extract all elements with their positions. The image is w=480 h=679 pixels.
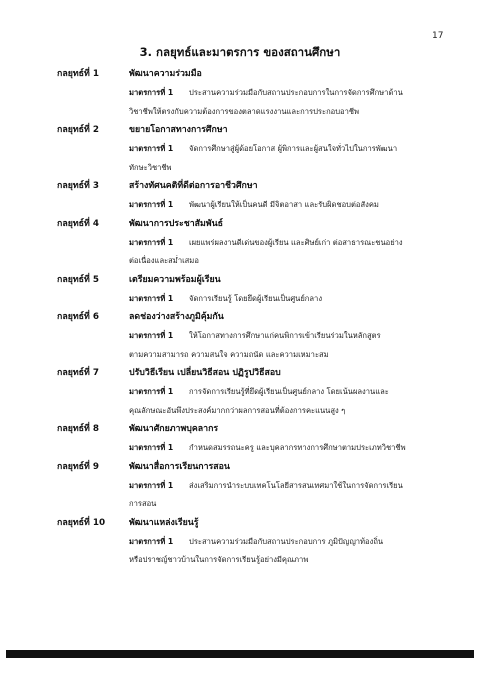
strategy-title: พัฒนาศักยภาพบุคลากร (129, 424, 219, 434)
measure-label: มาตรการที่ 1 (129, 144, 174, 153)
strategy-title: ปรับวิธีเรียน เปลี่ยนวิธีสอน ปฏิรูปวิธีสอบ (129, 368, 281, 378)
strategy-label: กลยุทธ์ที่ 1 (57, 69, 100, 79)
strategy-block (57, 364, 447, 420)
measure (129, 234, 447, 271)
strategy-heading (57, 65, 447, 84)
strategy-title: พัฒนาแหล่งเรียนรู้ (129, 517, 199, 528)
measure-continuation: ต่อเนื่องและสม่ำเสมอ (129, 256, 199, 265)
strategy-heading (57, 271, 447, 290)
strategy-block (57, 215, 447, 271)
measure-label: มาตรการที่ 1 (129, 88, 174, 97)
strategy-block (57, 514, 447, 570)
strategy-title: สร้างทัศนคติที่ดีต่อการอาชีวศึกษา (129, 181, 258, 191)
measure-text: การจัดการเรียนรู้ที่ยึดผู้เรียนเป็นศูนย์กลาง โดยเน้นผลงานและ (189, 387, 389, 396)
measure (129, 196, 447, 215)
measure-text: เผยแพร่ผลงานดีเด่นของผู้เรียน และศิษย์เก่า ต่อสาธารณะชนอย่าง (189, 237, 403, 247)
measure-continuation: การสอน (129, 499, 157, 508)
measure-line (129, 234, 447, 253)
strategy-block (57, 65, 447, 121)
strategy-block (57, 121, 447, 177)
strategy-block (57, 458, 447, 514)
measure-label: มาตรการที่ 1 (129, 331, 174, 340)
measure-label: มาตรการที่ 1 (129, 387, 174, 396)
measure-text: จัดการศึกษาสู่ผู้ด้อยโอกาส ผู้พิการและผู้สนใจทั่วไปในการพัฒนา (189, 144, 398, 153)
measure-label: มาตรการที่ 1 (129, 200, 174, 209)
strategy-heading (57, 121, 447, 140)
measure-label: มาตรการที่ 1 (129, 443, 174, 452)
measure (129, 533, 447, 570)
measure-text: ประสานความร่วมมือกับสถานประกอบการในการจัดการศึกษาด้าน (189, 88, 403, 97)
strategy-list (57, 65, 447, 570)
strategy-label: กลยุทธ์ที่ 2 (57, 125, 100, 135)
measure-line (129, 196, 447, 215)
strategy-block (57, 420, 447, 458)
strategy-title: พัฒนาการประชาสัมพันธ์ (129, 218, 223, 229)
strategy-heading (57, 364, 447, 383)
strategy-heading (57, 308, 447, 327)
strategy-title: ขยายโอกาสทางการศึกษา (129, 125, 228, 135)
measure-label: มาตรการที่ 1 (129, 536, 174, 546)
measure-line (129, 383, 447, 402)
measure-text: ส่งเสริมการนำระบบเทคโนโลยีสารสนเทศมาใช้ในการจัดการเรียน (189, 480, 403, 490)
measure (129, 290, 447, 309)
measure-text: ให้โอกาสทางการศึกษาแก่คนพิการเข้าเรียนร่วมในหลักสูตร (189, 331, 381, 340)
measure-label: มาตรการที่ 1 (129, 237, 174, 247)
measure (129, 327, 447, 364)
page-number: 17 (432, 31, 444, 41)
measure-label: มาตรการที่ 1 (129, 293, 174, 303)
measure (129, 84, 447, 121)
measure (129, 140, 447, 177)
strategy-block (57, 271, 447, 309)
strategy-label: กลยุทธ์ที่ 4 (57, 218, 100, 229)
strategy-heading (57, 514, 447, 533)
measure-continuation: ตามความสามารถ ความสนใจ ความถนัด และความเหมาะสม (129, 349, 329, 359)
strategy-heading (57, 458, 447, 477)
measure-text: กำหนดสมรรถนะครู และบุคลากรทางการศึกษาตามประเภทวิชาชีพ (189, 443, 406, 452)
strategy-title: ลดช่องว่างสร้างภูมิคุ้มกัน (129, 312, 224, 322)
strategy-block (57, 308, 447, 364)
measure-line (129, 533, 447, 552)
strategy-label: กลยุทธ์ที่ 9 (57, 461, 100, 472)
strategy-label: กลยุทธ์ที่ 8 (57, 424, 100, 434)
measure (129, 383, 447, 420)
strategy-heading (57, 215, 447, 234)
strategy-title: พัฒนาความร่วมมือ (129, 69, 202, 79)
measure (129, 477, 447, 514)
strategy-label: กลยุทธ์ที่ 10 (57, 517, 106, 528)
measure-continuation: คุณลักษณะอันพึงประสงค์มากกว่าผลการสอนที่ต้องการคะแนนสูง ๆ (129, 405, 346, 415)
measure-text: พัฒนาผู้เรียนให้เป็นคนดี มีจิตอาสา และรับผิดชอบต่อสังคม (189, 200, 379, 209)
measure-line (129, 477, 447, 496)
strategy-label: กลยุทธ์ที่ 5 (57, 274, 100, 285)
strategy-title: เตรียมความพร้อมผู้เรียน (129, 274, 221, 285)
measure-continuation: หรือปราชญ์ชาวบ้านในการจัดการเรียนรู้อย่างมีคุณภาพ (129, 555, 309, 564)
measure-continuation: ทักษะวิชาชีพ (129, 162, 172, 172)
strategy-heading (57, 420, 447, 439)
measure-line (129, 84, 447, 103)
measure-text: จัดการเรียนรู้ โดยยึดผู้เรียนเป็นศูนย์กลาง (189, 293, 323, 303)
measure-text: ประสานความร่วมมือกับสถานประกอบการ ภูมิปัญญาท้องถิ่น (189, 536, 384, 546)
footer-rule (6, 650, 474, 658)
measure (129, 439, 447, 458)
strategy-label: กลยุทธ์ที่ 6 (57, 312, 100, 322)
measure-line (129, 439, 447, 458)
strategy-label: กลยุทธ์ที่ 7 (57, 368, 100, 378)
measure-line (129, 327, 447, 346)
strategy-block (57, 177, 447, 215)
strategy-title: พัฒนาสื่อการเรียนการสอน (129, 461, 230, 472)
page-title: 3. กลยุทธ์และมาตรการ ของสถานศึกษา (139, 45, 341, 59)
strategy-label: กลยุทธ์ที่ 3 (57, 181, 100, 191)
measure-label: มาตรการที่ 1 (129, 480, 174, 490)
measure-continuation: วิชาชีพให้ตรงกับความต้องการของตลาดแรงงานและการประกอบอาชีพ (129, 106, 360, 116)
strategy-heading (57, 177, 447, 196)
measure-line (129, 140, 447, 159)
measure-line (129, 290, 447, 309)
